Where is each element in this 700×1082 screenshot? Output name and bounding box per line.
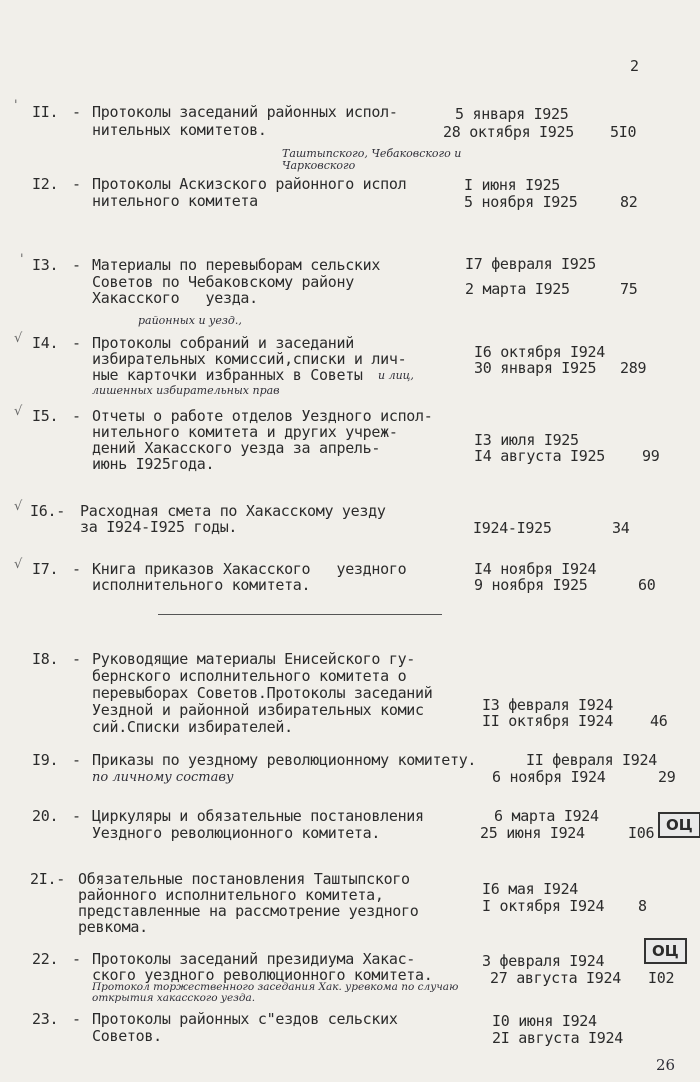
entry-dash: - bbox=[72, 807, 81, 825]
entry-title-line: Протоколы Аскизского районного испол bbox=[92, 175, 407, 193]
entry-title-line: бернского исполнительного комитета о bbox=[92, 667, 407, 685]
check-mark-icon: ' bbox=[14, 98, 18, 113]
entry-number: I3. bbox=[32, 256, 59, 274]
entry-title-line: дений Хакасского уезда за апрель- bbox=[92, 439, 381, 457]
entry-title-line: Хакасского уезда. bbox=[92, 289, 258, 307]
entry-number: I7. bbox=[32, 560, 59, 578]
page-number: 2 bbox=[630, 57, 639, 75]
entry-dash: - bbox=[72, 1010, 81, 1028]
entry-title-line: Материалы по перевыборам сельских bbox=[92, 256, 381, 274]
entry-sheet-count: 99 bbox=[642, 447, 660, 465]
check-mark-icon: √ bbox=[14, 557, 23, 572]
entry-title-line: Руководящие материалы Енисейского гу- bbox=[92, 650, 416, 668]
entry-title-line: Отчеты о работе отделов Уездного испол- bbox=[92, 407, 433, 425]
handwritten-annotation: по личному составу bbox=[92, 770, 234, 785]
entry-sheet-count: 8 bbox=[638, 897, 647, 915]
entry-date-start: I6 мая I924 bbox=[482, 880, 579, 898]
entry-dash: - bbox=[72, 175, 81, 193]
entry-dash: - bbox=[72, 560, 81, 578]
check-mark-icon: √ bbox=[14, 499, 23, 514]
folio-number: 26 bbox=[656, 1056, 676, 1074]
entry-date-start: I7 февраля I925 bbox=[465, 255, 596, 273]
entry-number: I8. bbox=[32, 650, 59, 668]
entry-dash: - bbox=[72, 950, 81, 968]
entry-date-end: II октября I924 bbox=[482, 712, 613, 730]
entry-dash: - bbox=[72, 407, 81, 425]
entry-title-line: исполнительного комитета. bbox=[92, 576, 311, 594]
entry-dash: - bbox=[72, 650, 81, 668]
archive-stamp: ОЦ bbox=[644, 938, 687, 964]
entry-dash: - bbox=[72, 103, 81, 121]
entry-title-line: Советов. bbox=[92, 1027, 162, 1045]
handwritten-annotation: Протокол торжественного заседания Хак. уревкома по случаю открытия хакасского уезда. bbox=[92, 981, 459, 1004]
entry-date-end: 9 ноября I925 bbox=[474, 576, 588, 594]
entry-date-range: I924-I925 bbox=[473, 519, 552, 537]
entry-title-line: Расходная смета по Хакасскому уезду bbox=[80, 502, 386, 520]
entry-title-line: ные карточки избранных в Советы bbox=[92, 366, 363, 384]
entry-date-start: II февраля I924 bbox=[526, 751, 657, 769]
entry-date-end: 30 января I925 bbox=[474, 359, 597, 377]
check-mark-icon: √ bbox=[14, 331, 23, 346]
entry-date-end: 5 ноября I925 bbox=[464, 193, 578, 211]
entry-sheet-count: 75 bbox=[620, 280, 638, 298]
entry-sheet-count: 29 bbox=[658, 768, 676, 786]
entry-title-line: нительного комитета и других учреж- bbox=[92, 423, 398, 441]
entry-title-line: за I924-I925 годы. bbox=[80, 518, 238, 536]
entry-title-line: сий.Списки избирателей. bbox=[92, 718, 293, 736]
entry-date-end: 2I августа I924 bbox=[492, 1029, 623, 1047]
entry-number: I4. bbox=[32, 334, 59, 352]
check-mark-icon: ' bbox=[20, 252, 24, 267]
entry-title-line: перевыборах Советов.Протоколы заседаний bbox=[92, 684, 433, 702]
entry-sheet-count: 5I0 bbox=[610, 123, 637, 141]
entry-title-line: представленные на рассмотрение уездного bbox=[78, 902, 419, 920]
entry-date-end: 25 июня I924 bbox=[480, 824, 585, 842]
entry-number: 22. bbox=[32, 950, 59, 968]
handwritten-annotation: Таштыпского, Чебаковского и Чарковского bbox=[282, 147, 462, 172]
entry-title-line: избирательных комиссий,списки и лич- bbox=[92, 350, 407, 368]
entry-title-line: Циркуляры и обязательные постановления bbox=[92, 807, 424, 825]
entry-title-line: нительного комитета bbox=[92, 192, 258, 210]
entry-title-line: Протоколы заседаний районных испол- bbox=[92, 103, 398, 121]
entry-sheet-count: I02 bbox=[648, 969, 675, 987]
entry-date-end: 6 ноября I924 bbox=[492, 768, 606, 786]
handwritten-annotation: лишенных избирательных прав bbox=[92, 384, 280, 397]
entry-title-line: районного исполнительного комитета, bbox=[78, 886, 384, 904]
entry-date-start: 6 марта I924 bbox=[494, 807, 599, 825]
entry-date-end: 28 октября I925 bbox=[443, 123, 574, 141]
entry-dash: - bbox=[72, 334, 81, 352]
entry-date-start: 5 января I925 bbox=[455, 105, 569, 123]
entry-dash: - bbox=[72, 751, 81, 769]
entry-number: I9. bbox=[32, 751, 59, 769]
entry-date-start: I июня I925 bbox=[464, 176, 561, 194]
archive-stamp: ОЦ bbox=[658, 812, 700, 838]
entry-sheet-count: I06 bbox=[628, 824, 655, 842]
entry-title-line: июнь I925года. bbox=[92, 455, 215, 473]
entry-number: I2. bbox=[32, 175, 59, 193]
entry-date-end: I4 августа I925 bbox=[474, 447, 605, 465]
entry-date-start: 3 февраля I924 bbox=[482, 952, 605, 970]
entry-title-line: Протоколы собраний и заседаний bbox=[92, 334, 354, 352]
entry-date-end: 2 марта I925 bbox=[465, 280, 570, 298]
entry-sheet-count: 289 bbox=[620, 359, 647, 377]
entry-number: 20. bbox=[32, 807, 59, 825]
entry-date-start: I0 июня I924 bbox=[492, 1012, 597, 1030]
entry-sheet-count: 82 bbox=[620, 193, 638, 211]
entry-date-start: I4 ноября I924 bbox=[474, 560, 597, 578]
entry-title-line: Уездного революционного комитета. bbox=[92, 824, 381, 842]
entry-title-line: ревкома. bbox=[78, 918, 148, 936]
entry-date-end: I октября I924 bbox=[482, 897, 605, 915]
entry-sheet-count: 34 bbox=[612, 519, 630, 537]
entry-title-line: Приказы по уездному революционному комитету. bbox=[92, 751, 477, 769]
handwritten-annotation: районных и уезд., bbox=[138, 314, 242, 327]
entry-date-start: I3 февраля I924 bbox=[482, 696, 613, 714]
entry-title-line: Протоколы районных с"ездов сельских bbox=[92, 1010, 398, 1028]
entry-title-line: Советов по Чебаковскому району bbox=[92, 273, 354, 291]
entry-date-start: I6 октября I924 bbox=[474, 343, 605, 361]
entry-number: I5. bbox=[32, 407, 59, 425]
check-mark-icon: √ bbox=[14, 404, 23, 419]
entry-number: 2I.- bbox=[30, 870, 65, 888]
section-divider bbox=[158, 614, 442, 615]
entry-title-line: Книга приказов Хакасского уездного bbox=[92, 560, 407, 578]
entry-number: I6.- bbox=[30, 502, 65, 520]
entry-date-start: I3 июля I925 bbox=[474, 431, 579, 449]
entry-sheet-count: 60 bbox=[638, 576, 656, 594]
entry-title-line: Уездной и районной избирательных комис bbox=[92, 701, 424, 719]
entry-number: 23. bbox=[32, 1010, 59, 1028]
handwritten-annotation: и лиц, bbox=[378, 369, 414, 382]
entry-number: II. bbox=[32, 103, 59, 121]
entry-title-line: Обязательные постановления Таштыпского bbox=[78, 870, 410, 888]
entry-dash: - bbox=[72, 256, 81, 274]
entry-title-line: нительных комитетов. bbox=[92, 121, 267, 139]
entry-title-line: Протоколы заседаний президиума Хакас- bbox=[92, 950, 416, 968]
entry-sheet-count: 46 bbox=[650, 712, 668, 730]
entry-date-end: 27 августа I924 bbox=[490, 969, 621, 987]
entry-title-line: ского уездного революционного комитета. bbox=[92, 966, 433, 984]
